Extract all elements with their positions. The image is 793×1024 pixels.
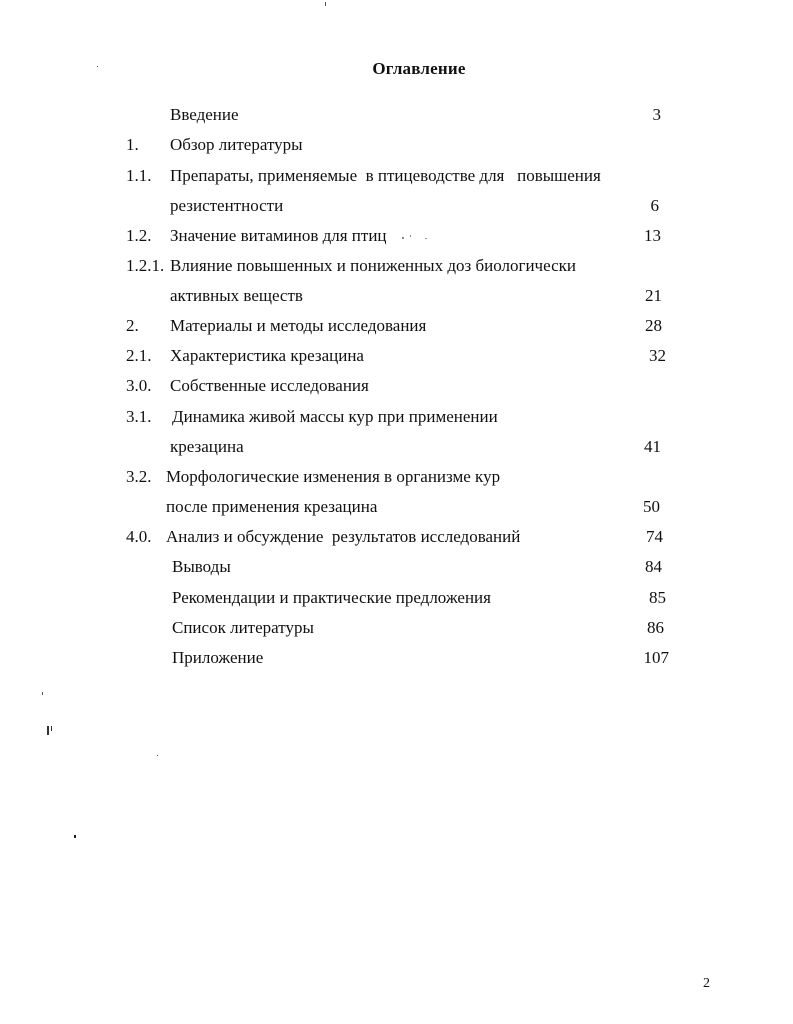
toc-entry-text: Морфологические изменения в организме кур [166,467,501,486]
toc-entry-text: Выводы [172,557,231,576]
toc-entry [0,526,793,548]
toc-entry-page: 13 [644,226,661,245]
toc-entry-text: Анализ и обсуждение результатов исследований [166,527,521,546]
toc-entry [0,104,793,126]
toc-entry-text: Значение витаминов для птиц [170,226,387,245]
toc-entry [0,617,793,639]
scan-speck [410,235,411,237]
toc-entry [0,285,793,307]
toc-entry-text: Рекомендации и практические предложения [172,588,491,607]
toc-entry-text: Влияние повышенных и пониженных доз биологически [170,256,576,275]
toc-entry-number: 3.2. [126,467,152,486]
toc-entry-page: 21 [645,286,662,305]
toc-entry [0,345,793,367]
toc-entry [0,496,793,518]
toc-entry [0,556,793,578]
toc-entry-text: Список литературы [172,618,314,637]
scan-speck [42,692,43,695]
toc-entry [0,406,793,428]
toc-entry [0,255,793,277]
scan-speck [402,237,404,239]
toc-entry [0,195,793,217]
scan-speck [97,66,98,67]
toc-entry-page: 41 [644,437,661,456]
toc-entry-text: крезацина [170,437,244,456]
toc-entry [0,375,793,397]
toc-entry-number: 3.1. [126,407,152,426]
scan-speck [425,238,427,239]
toc-entry-page: 84 [645,557,662,576]
toc-entry-number: 1. [126,135,139,154]
toc-entry [0,225,793,247]
toc-entry-number: 1.2. [126,226,152,245]
scan-speck [51,726,52,731]
toc-entry [0,165,793,187]
toc-entry [0,436,793,458]
toc-entry-number: 3.0. [126,376,152,395]
toc-entry-page: 107 [643,648,669,667]
scan-speck [325,2,326,6]
toc-entry-page: 6 [650,196,659,215]
toc-entry [0,587,793,609]
toc-entry-number: 1.1. [126,166,152,185]
toc-entry-page: 50 [643,497,660,516]
page-title: Оглавление [372,59,466,78]
toc-entry [0,647,793,669]
scan-speck [74,835,76,838]
toc-entry-text: Препараты, применяемые в птицеводстве для повышения [170,166,601,185]
toc-entry-text: после применения крезацина [166,497,378,516]
scan-speck [47,726,49,735]
toc-entry-text: Обзор литературы [170,135,303,154]
toc-entry-page: 74 [646,527,663,546]
toc-entry-text: резистентности [170,196,284,215]
toc-entry [0,466,793,488]
toc-entry-page: 3 [652,105,661,124]
toc-entry-text: Материалы и методы исследования [170,316,427,335]
scan-speck [157,755,158,756]
toc-entry-number: 4.0. [126,527,152,546]
toc-entry [0,134,793,156]
toc-entry-page: 86 [647,618,664,637]
toc-entry [0,315,793,337]
page-number: 2 [703,976,710,991]
toc-entry-number: 2.1. [126,346,152,365]
toc-entry-number: 1.2.1. [126,256,165,275]
toc-entry-number: 2. [126,316,139,335]
toc-entry-text: Введение [170,105,239,124]
toc-entry-text: Характеристика крезацина [170,346,364,365]
toc-entry-text: активных веществ [170,286,303,305]
toc-entry-page: 32 [649,346,666,365]
toc-entry-text: Динамика живой массы кур при применении [172,407,498,426]
toc-entry-text: Собственные исследования [170,376,369,395]
toc-entry-page: 85 [649,588,666,607]
toc-entry-text: Приложение [172,648,264,667]
toc-entry-page: 28 [645,316,662,335]
